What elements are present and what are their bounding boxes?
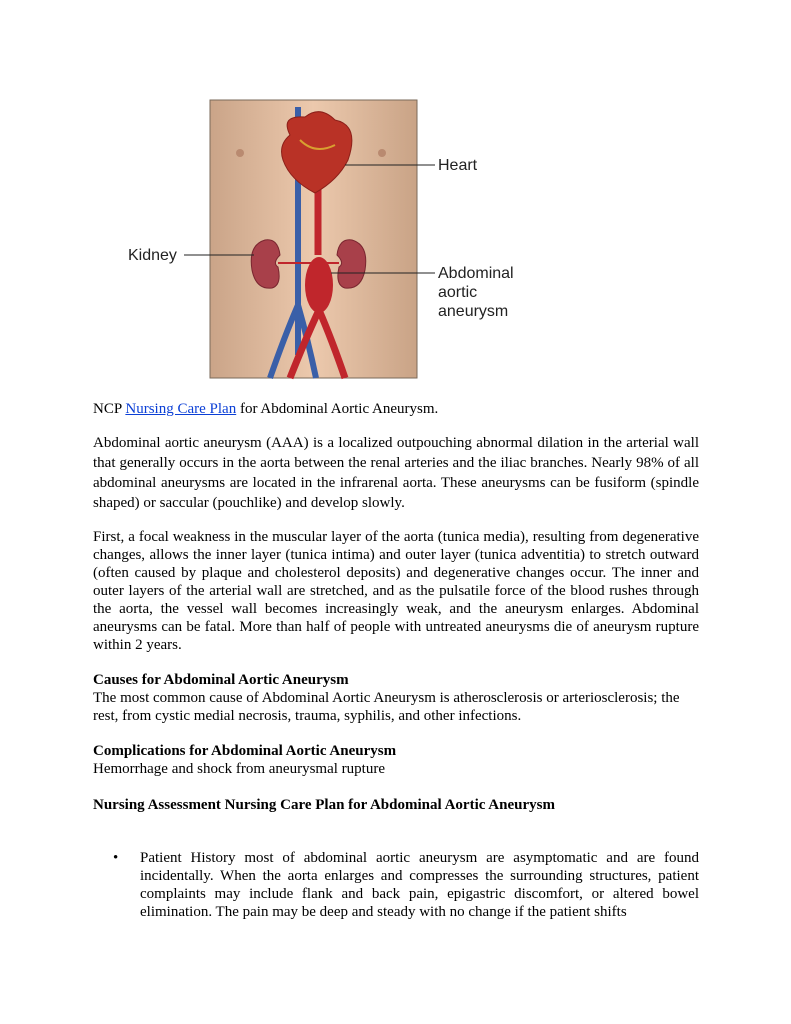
assessment-list: [113, 849, 699, 921]
left-kidney-shape: [251, 240, 280, 288]
complications-heading: Complications for Abdominal Aortic Aneurysm: [93, 743, 397, 759]
anatomy-figure: [120, 95, 540, 385]
label-heart: Heart: [438, 157, 478, 174]
nursing-care-plan-link[interactable]: Nursing Care Plan: [125, 401, 237, 417]
intro-paragraph: Abdominal aortic aneurysm (AAA) is a localized outpouching abnormal dilation in the arterial wall that generally occurs in the aorta between the renal arteries and the iliac branches. Nearly 98% of all abdominal aneurysms are located in the infrarenal aorta. These aneurysms can be fusiform (spindle shaped) or saccular (pouchlike) and develop slowly.: [93, 435, 699, 511]
label-aaa-1: Abdominal: [438, 265, 514, 282]
caption-prefix: NCP: [93, 401, 126, 417]
pathophysiology-paragraph: First, a focal weakness in the muscular layer of the aorta (tunica media), resulting from degenerative changes, allows the inner layer (tunica intima) and outer layer (tunica adventitia) to stretch outward (often caused by plaque and cholesterol deposits) and degenerative changes occur. The inner and outer layers of the arterial wall are stretched, and as the pulsatile force of the blood rushes through the aorta, the vessel wall becomes increasingly weak, and the aneurysm enlarges. Abdominal aneurysms can be fatal. More than half of people with untreated aneurysms die of aneurysm rupture within 2 years.: [93, 529, 699, 653]
caption-suffix: for Abdominal Aortic Aneurysm.: [236, 401, 439, 417]
causes-heading: Causes for Abdominal Aortic Aneurysm: [93, 672, 349, 688]
list-item: [113, 849, 699, 921]
label-aaa-2: aortic: [438, 284, 478, 301]
label-aaa-3: aneurysm: [438, 303, 509, 320]
aneurysm-shape: [305, 257, 333, 313]
complications-body: Hemorrhage and shock from aneurysmal rupture: [93, 761, 385, 777]
caption: [93, 400, 699, 418]
assessment-heading: Nursing Assessment Nursing Care Plan for Abdominal Aortic Aneurysm: [93, 797, 555, 813]
bullet-icon: •: [113, 850, 119, 866]
aaa-illustration: [120, 95, 540, 385]
causes-body: The most common cause of Abdominal Aortic Aneurysm is atherosclerosis or arteriosclerosis; the rest, from cystic medial necrosis, trauma, syphilis, and other infections.: [93, 690, 680, 724]
right-kidney-shape: [337, 240, 366, 288]
list-item-text: Patient History most of abdominal aortic aneurysm are asymptomatic and are found incidentally. When the aorta enlarges and compresses the surrounding structures, patient complaints may include flank and back pain, epigastric discomfort, or altered bowel elimination. The pain may be deep and steady with no change if the patient shifts: [140, 850, 699, 920]
label-kidney: Kidney: [128, 247, 177, 264]
